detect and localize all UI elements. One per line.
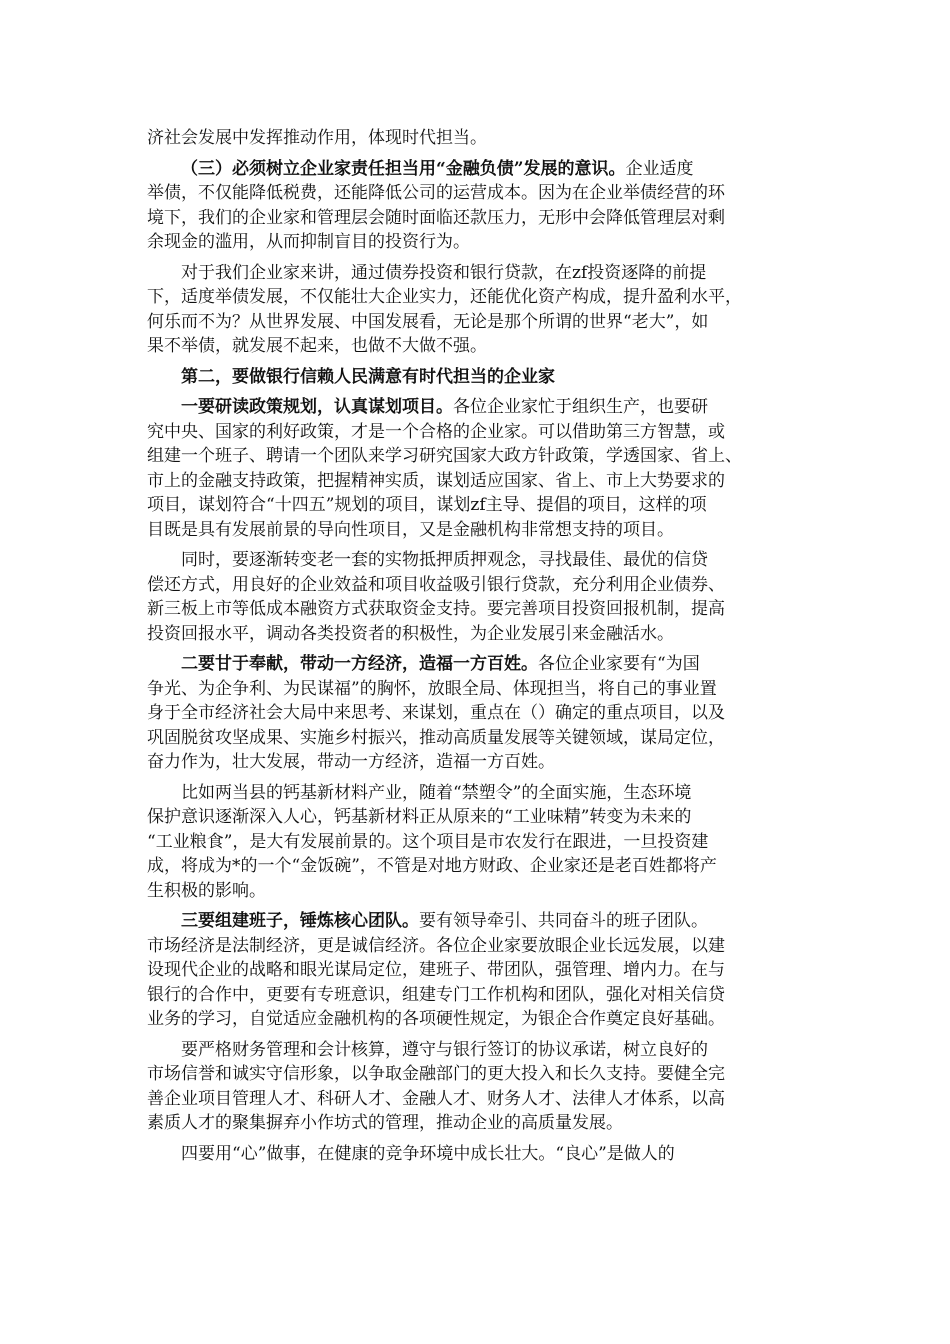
bold-heading-text: （三）必须树立企业家责任担当用“金融负债”发展的意识。 bbox=[181, 158, 626, 179]
paragraph bbox=[147, 157, 807, 255]
body-text: 境下，我们的企业家和管理层会随时面临还款压力，无形中会降低管理层对剩 bbox=[147, 207, 725, 228]
body-text: 究中央、国家的利好政策，才是一个合格的企业家。可以借助第三方智慧，或 bbox=[147, 421, 725, 442]
paragraph bbox=[147, 652, 807, 775]
body-text: 银行的合作中，更要有专班意识，组建专门工作机构和团队，强化对相关信贷 bbox=[147, 984, 725, 1005]
text-line bbox=[147, 420, 807, 445]
text-line bbox=[147, 310, 807, 335]
body-text: 目既是具有发展前景的导向性项目，又是金融机构非常想支持的项目。 bbox=[147, 519, 674, 540]
body-text: 要有领导牵引、共同奋斗的班子团队。 bbox=[419, 911, 708, 931]
body-text: 成，将成为*的一个“金饭碗”，不管是对地方财政、企业家还是老百姓都将产 bbox=[147, 856, 717, 876]
text-line bbox=[147, 652, 807, 677]
text-line bbox=[147, 726, 807, 751]
text-line bbox=[147, 701, 807, 726]
text-line bbox=[147, 395, 807, 420]
paragraph bbox=[147, 909, 807, 1032]
body-text: 果不举债，就发展不起来，也做不大做不强。 bbox=[147, 336, 487, 356]
body-text: 比如两当县的钙基新材料产业，随着“禁塑令”的全面实施，生态环境 bbox=[181, 782, 692, 803]
text-line bbox=[147, 934, 807, 959]
body-text: 各位企业家忙于组织生产，也要研 bbox=[453, 397, 708, 417]
body-text: 偿还方式，用良好的企业效益和项目收益吸引银行贷款，充分利用企业债券、 bbox=[147, 574, 725, 595]
text-line bbox=[147, 1038, 807, 1063]
body-text: 市场信誉和诚实守信形象，以争取金融部门的更大投入和长久支持。要健全完 bbox=[147, 1064, 725, 1084]
body-text: 组建一个班子、聘请一个团队来学习研究国家大政方针政策，学透国家、省上、 bbox=[147, 446, 742, 466]
text-line bbox=[147, 854, 807, 879]
body-text: 设现代企业的战略和眼光谋局定位，建班子、带团队，强管理、增内力。在与 bbox=[147, 960, 725, 980]
paragraph bbox=[147, 781, 807, 904]
text-line bbox=[147, 830, 807, 855]
text-line bbox=[147, 493, 807, 518]
text-line bbox=[147, 181, 807, 206]
text-line bbox=[147, 750, 807, 775]
paragraph bbox=[147, 1038, 807, 1136]
body-text: 同时，要逐渐转变老一套的实物抵押质押观念，寻找最佳、最优的信贷 bbox=[181, 550, 708, 570]
text-line bbox=[147, 983, 807, 1008]
document-page bbox=[147, 126, 807, 1166]
body-text: 生积极的影响。 bbox=[147, 880, 266, 901]
text-line bbox=[147, 365, 807, 390]
body-text: “工业粮食”，是大有发展前景的。这个项目是市农发行在跟进，一旦投资建 bbox=[147, 831, 709, 852]
body-text: 市场经济是法制经济，更是诚信经济。各位企业家要放眼企业长远发展，以建 bbox=[147, 935, 725, 956]
bold-heading-text: 一要研读政策规划，认真谋划项目。 bbox=[181, 397, 453, 417]
body-text: 业务的学习，自觉适应金融机构的各项硬性规定，为银企合作奠定良好基础。 bbox=[147, 1009, 725, 1029]
bold-heading-text: 第二，要做银行信赖人民满意有时代担当的企业家 bbox=[181, 366, 555, 387]
paragraph bbox=[147, 1142, 807, 1167]
body-text: 济社会发展中发挥推动作用，体现时代担当。 bbox=[147, 128, 487, 148]
body-text: 素质人才的聚集摒弃小作坊式的管理，推动企业的高质量发展。 bbox=[147, 1113, 623, 1133]
body-text: 各位企业家要有“为国 bbox=[538, 654, 700, 674]
body-text: 投资回报水平，调动各类投资者的积极性，为企业发展引来金融活水。 bbox=[147, 623, 674, 644]
text-line bbox=[147, 622, 807, 647]
text-line bbox=[147, 206, 807, 231]
body-text: 何乐而不为？从世界发展、中国发展看，无论是那个所谓的世界“老大”，如 bbox=[147, 311, 709, 332]
body-text: 争光、为企争利、为民谋福”的胸怀，放眼全局、体现担当，将自己的事业置 bbox=[147, 678, 717, 699]
body-text: 身于全市经济社会大局中来思考、来谋划，重点在（）确定的重点项目，以及 bbox=[147, 703, 725, 723]
text-line bbox=[147, 334, 807, 359]
text-line bbox=[147, 1111, 807, 1136]
body-text: 余现金的滥用，从而抑制盲目的投资行为。 bbox=[147, 232, 470, 252]
text-line bbox=[147, 909, 807, 934]
body-text: 对于我们企业家来讲，通过债券投资和银行贷款，在zf投资逐降的前提 bbox=[181, 262, 707, 283]
body-text: 新三板上市等低成本融资方式获取资金支持。要完善项目投资回报机制，提高 bbox=[147, 599, 725, 619]
body-text: 巩固脱贫攻坚成果、实施乡村振兴，推动高质量发展等关键领域，谋局定位， bbox=[147, 727, 725, 748]
text-line bbox=[147, 518, 807, 543]
text-line bbox=[147, 958, 807, 983]
text-line bbox=[147, 230, 807, 255]
text-line bbox=[147, 1007, 807, 1032]
text-line bbox=[147, 573, 807, 598]
paragraph bbox=[147, 365, 807, 390]
text-line bbox=[147, 677, 807, 702]
text-line bbox=[147, 1087, 807, 1112]
text-line bbox=[147, 126, 807, 151]
body-text: 保护意识逐渐深入人心，钙基新材料正从原来的“工业味精”转变为未来的 bbox=[147, 807, 692, 827]
paragraph bbox=[147, 261, 807, 359]
text-line bbox=[147, 805, 807, 830]
text-line bbox=[147, 781, 807, 806]
text-line bbox=[147, 879, 807, 904]
text-line bbox=[147, 444, 807, 469]
paragraph bbox=[147, 548, 807, 646]
text-line bbox=[147, 597, 807, 622]
body-text: 奋力作为，壮大发展，带动一方经济，造福一方百姓。 bbox=[147, 752, 555, 772]
body-text: 举债，不仅能降低税费，还能降低公司的运营成本。因为在企业举债经营的环 bbox=[147, 183, 725, 203]
body-text: 善企业项目管理人才、科研人才、金融人才、财务人才、法律人才体系，以高 bbox=[147, 1088, 725, 1109]
paragraph bbox=[147, 395, 807, 542]
body-text: 要严格财务管理和会计核算，遵守与银行签订的协议承诺，树立良好的 bbox=[181, 1039, 708, 1060]
bold-heading-text: 二要甘于奉献，带动一方经济，造福一方百姓。 bbox=[181, 654, 538, 674]
text-line bbox=[147, 285, 807, 310]
text-line bbox=[147, 261, 807, 286]
text-line bbox=[147, 469, 807, 494]
body-text: 下，适度举债发展，不仅能壮大企业实力，还能优化资产构成，提升盈利水平， bbox=[147, 287, 742, 307]
body-text: 项目，谋划符合“十四五”规划的项目，谋划zf主导、提倡的项目，这样的项 bbox=[147, 495, 707, 515]
text-line bbox=[147, 548, 807, 573]
text-line bbox=[147, 1142, 807, 1167]
text-line bbox=[147, 1062, 807, 1087]
paragraph bbox=[147, 126, 807, 151]
text-line bbox=[147, 157, 807, 182]
body-text: 市上的金融支持政策，把握精神实质，谋划适应国家、省上、市上大势要求的 bbox=[147, 470, 725, 491]
bold-heading-text: 三要组建班子，锤炼核心团队。 bbox=[181, 911, 419, 931]
body-text: 企业适度 bbox=[625, 158, 694, 179]
body-text: 四要用“心”做事，在健康的竞争环境中成长壮大。“良心”是做人的 bbox=[181, 1143, 675, 1164]
